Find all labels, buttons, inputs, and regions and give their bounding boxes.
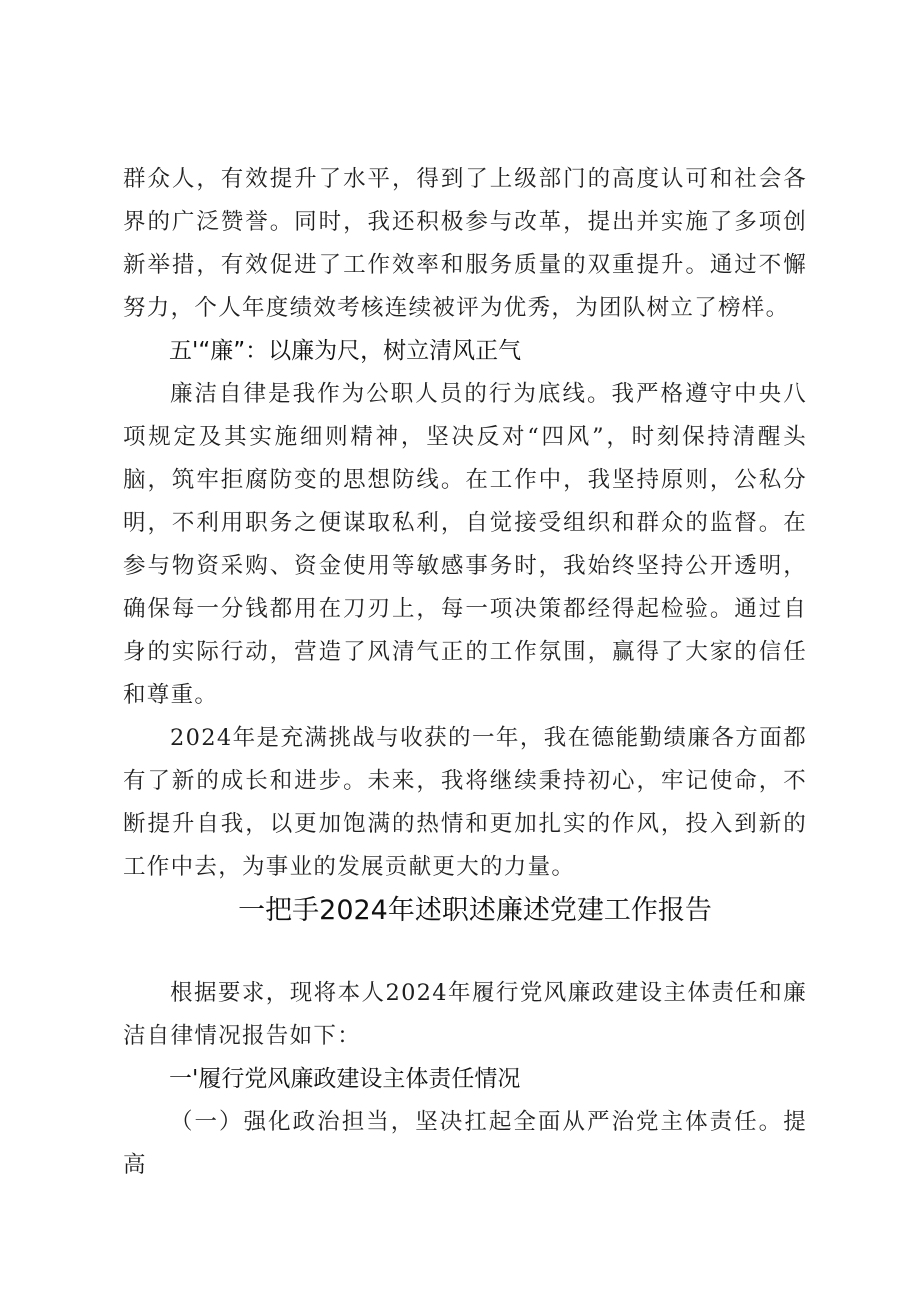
intro-paragraph: 根据要求，现将本人2024年履行党风廉政建设主体责任和廉洁自律情况报告如下：: [123, 980, 807, 1049]
closing-paragraph: 2024年是充满挑战与收获的一年，我在德能勤绩廉各方面都有了新的成长和进步。未来，我将继续秉持初心，牢记使命，不断提升自我，以更加饱满的热情和更加扎实的作风，投入到新的工作中去，为事业的发展贡献更大的力量。: [123, 725, 807, 880]
section-5-paragraph: 廉洁自律是我作为公职人员的行为底线。我严格遵守中央八项规定及其实施细则精神，坚决反对“四风”，时刻保持清醒头脑，筑牢拒腐防变的思想防线。在工作中，我坚持原则，公私分明，不利用职务之便谋取私利，自觉接受组织和群众的监督。在参与物资采购、资金使用等敏感事务时，我始终坚持公开透明，确保每一分钱都用在刀刃上，每一项决策都经得起检验。通过自身的实际行动，营造了风清气正的工作氛围，赢得了大家的信任和尊重。: [123, 381, 807, 708]
spacer: [123, 932, 807, 972]
document-body: [123, 158, 807, 1187]
section-5-heading: 五'“廉”：以廉为尺，树立清风正气: [169, 338, 522, 364]
continuation-paragraph: 群众人，有效提升了水平，得到了上级部门的高度认可和社会各界的广泛赞誉。同时，我还积极参与改革，提出并实施了多项创新举措，有效促进了工作效率和服务质量的双重提升。通过不懈努力，个人年度绩效考核连续被评为优秀，为团队树立了榜样。: [123, 166, 807, 321]
subsection-1-paragraph: （一）强化政治担当，坚决扛起全面从严治党主体责任。提高: [123, 1109, 807, 1178]
report-title: 一把手2024年述职述廉述党建工作报告: [238, 895, 712, 926]
section-1-heading: 一'履行党风廉政建设主体责任情况: [169, 1066, 521, 1092]
